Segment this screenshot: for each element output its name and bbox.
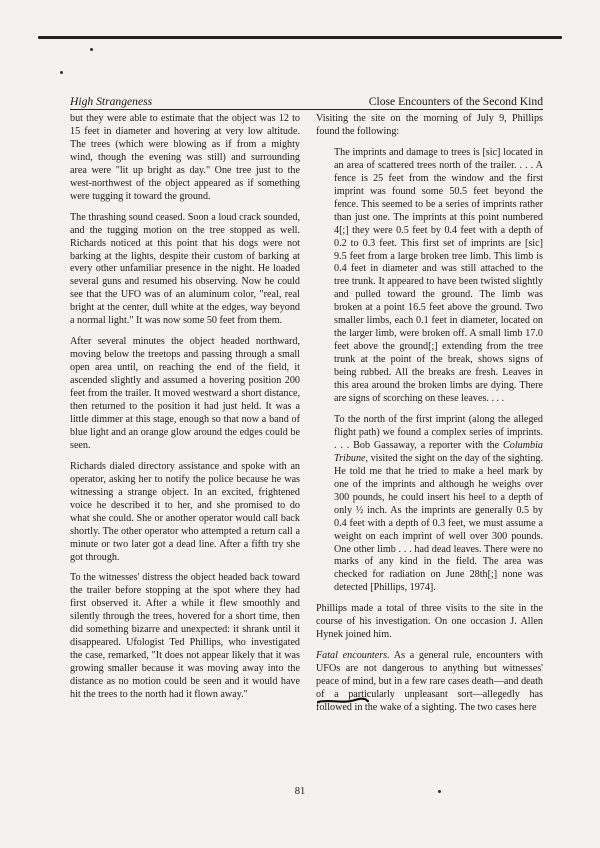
paragraph: The thrashing sound ceased. Soon a loud crack sounded, and the tugging motion on the tree stopped as well. Richards noticed at this point that his dogs were not barking at the lights, despite their custom of barking at every other unfamiliar presence in the night. He loaded several guns and resumed his observing. Now he could see that the UFO was of an aluminum color, "real, real bright at the center, dull white at the edges, way beyond a normal light." It was now some 50 feet from them. xyxy=(70,211,300,327)
left-column xyxy=(70,113,300,710)
paragraph: To the witnesses' distress the object headed back toward the trailer before stopping at the spot where they had first observed it. After a while it flew smoothly and silently through the trees, hovered for a short time, then did something bizarre and unexpected: it shrank until it disappeared. Ufologist Ted Phillips, who investigated the case, remarked, "It does not appear likely that it was growing smaller because it was moving away into the distance as no motion could be seen and it would have hit the trees to the north had it flown away." xyxy=(70,572,300,701)
handwritten-underline xyxy=(317,696,369,706)
header-rule xyxy=(70,109,543,110)
block-quote xyxy=(334,414,543,595)
quote-text: To the north of the first imprint (along the alleged flight path) we found a complex series of imprints. . . . Bob Gassaway, a reporter with the xyxy=(334,413,543,451)
running-head-book-title: High Strangeness xyxy=(70,95,153,108)
running-head-chapter-title: Close Encounters of the Second Kind xyxy=(368,95,543,108)
scan-speck xyxy=(90,48,93,51)
paragraph: but they were able to estimate that the object was 12 to 15 feet in diameter and hovering at very low altitude. The trees (which were blowing as if from a mighty wind, though the evening was still) and surrounding area were "lit up bright as day." One tree just to the west-northwest of the object appeared as if something were tugging it toward the ground. xyxy=(70,113,300,202)
paragraph: After several minutes the object headed northward, moving below the treetops and passing through a small open area until, on reaching the end of the field, it ascended slightly and assumed a hovering position 200 feet from the trailer. It moved westward a short distance, then returned to the position it had just held. It was a little dimmer at this stage, enough so that now a band of blue light and an orange glow around the edges could be seen. xyxy=(70,336,300,451)
paragraph: Phillips made a total of three visits to the site in the course of his investigation. On one occasion J. Allen Hynek joined him. xyxy=(316,603,543,641)
paragraph: Richards dialed directory assistance and spoke with an operator, asking her to notify the police because he was witnessing a strange object. In an excited, frightened voice he described it to her, and she promised to do what she could. She or another operator would call back shortly. The other operator who attempted a return call a minute or two later got a dead line. After a fifth try she got through. xyxy=(70,460,300,563)
right-column xyxy=(316,113,543,723)
quote-text: , visited the sight on the day of the sighting. He told me that he tried to make a heel mark by one of the imprints and although he weighs over 300 pounds, he could insert his heel to a depth of only ½ inch. As the imprints are generally 0.5 by 0.4 feet with a depth of 0.3 feet, we must assume a weight on each imprint of well over 300 pounds. One other limb . . . had dead leaves. There were no marks of any kind in the field. The area was checked for radiation on June 28th[;] none was detected [Phillips, 1974]. xyxy=(334,452,543,594)
block-quote: The imprints and damage to trees is [sic] located in an area of scattered trees north of the trailer. . . . A fence is 25 feet from the window and the first imprint was found some 50.5 feet beyond the fence. This seemed to be a series of imprints rather than just one. The imprints at this point numbered 4[;] they were 0.5 feet by 0.4 feet with a depth of 0.2 to 0.3 feet. This first set of imprints are [sic] 9.5 feet from a large broken tree limb. This limb is 0.4 feet in diameter and was still attached to the tree trunk. It appeared to have been twisted slightly and pulled toward the ground. The limb was broken at a point 16.5 feet above the ground. Two smaller limbs, each 0.1 feet in diameter, located on the larger limb, were broken off. A small limb 17.0 feet above the ground[;] extending from the tree trunk at the point of the break, shows signs of being rubbed. All the breaks are fresh. Leaves in this area around the broken limbs are dying. There are signs of scorching on these leaves. . . . xyxy=(334,146,543,405)
paragraph: Visiting the site on the morning of July 9, Phillips found the following: xyxy=(316,113,543,137)
scan-speck xyxy=(60,71,63,74)
running-head xyxy=(70,95,543,108)
scan-top-rule xyxy=(38,36,562,39)
page-number: 81 xyxy=(294,786,306,797)
publication-title: Columbia Tribune xyxy=(334,439,543,464)
section-run-in-head: Fatal encounters. xyxy=(316,650,390,662)
paragraph-text: As a general rule, encounters with UFOs are not dangerous to anything but witnesses' peace of mind, but in a few rare cases death—and death of a particularly unpleasant sort—allegedly has followed in the wake of a sighting. The two cases here xyxy=(316,650,543,713)
